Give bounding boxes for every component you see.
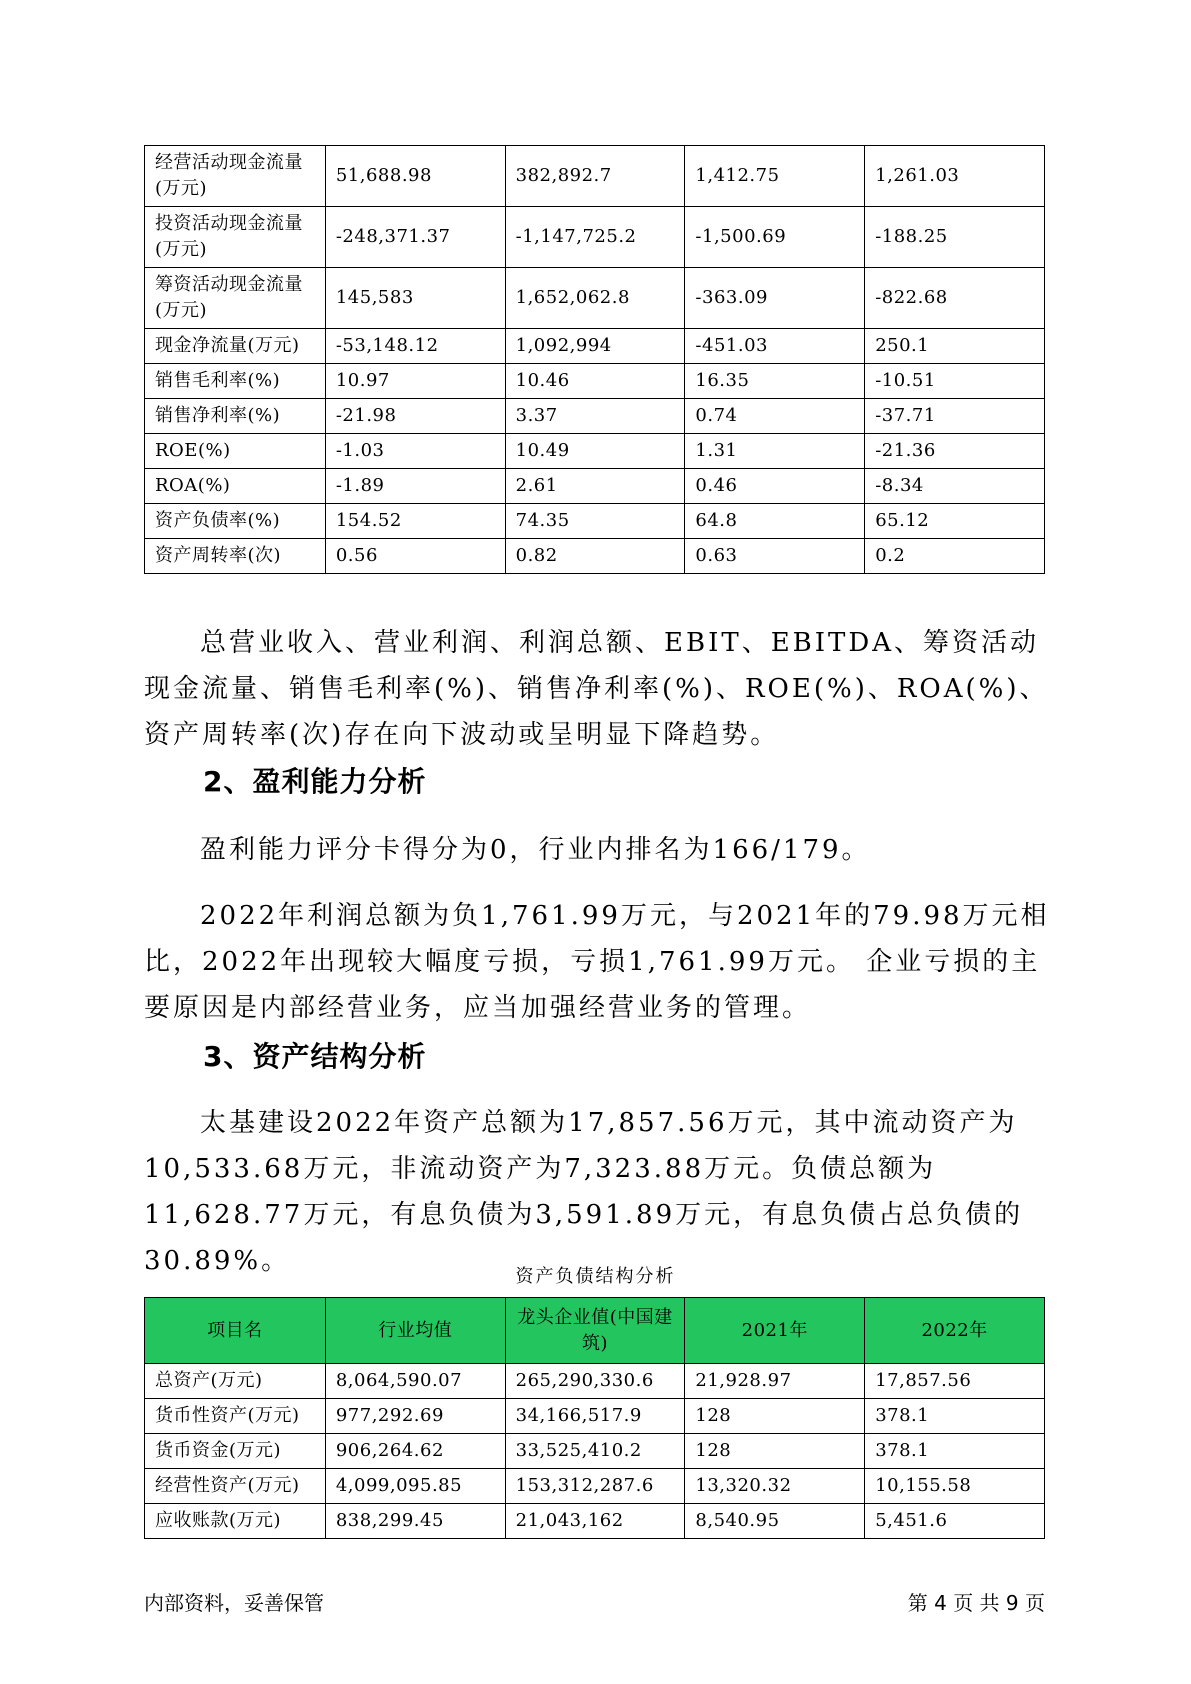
- table-cell: 0.74: [685, 399, 865, 434]
- column-header: 2022年: [865, 1298, 1045, 1364]
- table-cell: 0.63: [685, 539, 865, 574]
- table-cell: 838,299.45: [325, 1504, 505, 1539]
- row-label: 现金净流量(万元): [145, 329, 326, 364]
- footer-page-number: 第 4 页 共 9 页: [907, 1591, 1045, 1615]
- row-label: 投资活动现金流量(万元): [145, 207, 326, 268]
- table-cell: 10.97: [325, 364, 505, 399]
- section-heading-asset-structure: 3、资产结构分析: [203, 1040, 427, 1073]
- table-cell: 1.31: [685, 434, 865, 469]
- table-cell: -822.68: [865, 268, 1045, 329]
- table-cell: -37.71: [865, 399, 1045, 434]
- table-cell: 0.2: [865, 539, 1045, 574]
- table-cell: 0.82: [505, 539, 685, 574]
- table-row: [145, 1399, 1045, 1434]
- table-cell: 10.46: [505, 364, 685, 399]
- row-label: 货币资金(万元): [145, 1434, 326, 1469]
- balance-structure-table: [144, 1297, 1045, 1539]
- table-row: [145, 469, 1045, 504]
- row-label: ROE(%): [145, 434, 326, 469]
- table-cell: 74.35: [505, 504, 685, 539]
- table-cell: -1,500.69: [685, 207, 865, 268]
- table-cell: 382,892.7: [505, 146, 685, 207]
- table-cell: 65.12: [865, 504, 1045, 539]
- column-header: 项目名: [145, 1298, 326, 1364]
- table-cell: 21,043,162: [505, 1504, 685, 1539]
- assets-paragraph: 太基建设2022年资产总额为17,857.56万元，其中流动资产为10,533.68万元，非流动资产为7,323.88万元。负债总额为11,628.77万元，有息负债为3,591.89万元，有息负债占总负债的30.89%。: [144, 1108, 1024, 1276]
- row-label: 经营性资产(万元): [145, 1469, 326, 1504]
- table-cell: 10,155.58: [865, 1469, 1045, 1504]
- table-cell: 906,264.62: [325, 1434, 505, 1469]
- table-row: [145, 1364, 1045, 1399]
- table-cell: -10.51: [865, 364, 1045, 399]
- table-cell: 1,652,062.8: [505, 268, 685, 329]
- table-cell: -1.89: [325, 469, 505, 504]
- column-header: 龙头企业值(中国建筑): [505, 1298, 685, 1364]
- table-cell: -1,147,725.2: [505, 207, 685, 268]
- table-cell: 154.52: [325, 504, 505, 539]
- table-row: [145, 364, 1045, 399]
- table-cell: 265,290,330.6: [505, 1364, 685, 1399]
- table-cell: -8.34: [865, 469, 1045, 504]
- table-cell: 3.37: [505, 399, 685, 434]
- table-cell: 250.1: [865, 329, 1045, 364]
- table-cell: 378.1: [865, 1399, 1045, 1434]
- table-cell: 153,312,287.6: [505, 1469, 685, 1504]
- table-cell: 51,688.98: [325, 146, 505, 207]
- row-label: 应收账款(万元): [145, 1504, 326, 1539]
- table-row: [145, 434, 1045, 469]
- table-row: [145, 504, 1045, 539]
- row-label: 销售净利率(%): [145, 399, 326, 434]
- table-cell: 0.56: [325, 539, 505, 574]
- table-row: [145, 207, 1045, 268]
- row-label: 货币性资产(万元): [145, 1399, 326, 1434]
- table-cell: -188.25: [865, 207, 1045, 268]
- row-label: 经营活动现金流量(万元): [145, 146, 326, 207]
- table-row: [145, 539, 1045, 574]
- table-cell: 128: [685, 1434, 865, 1469]
- table-cell: 10.49: [505, 434, 685, 469]
- score-paragraph: 盈利能力评分卡得分为0，行业内排名为166/179。: [200, 835, 871, 865]
- table-cell: -21.98: [325, 399, 505, 434]
- table-row: [145, 1434, 1045, 1469]
- section-heading-profitability: 2、盈利能力分析: [203, 765, 427, 798]
- table-cell: 1,261.03: [865, 146, 1045, 207]
- table-row: [145, 329, 1045, 364]
- table-row: [145, 399, 1045, 434]
- table-cell: 5,451.6: [865, 1504, 1045, 1539]
- column-header: 2021年: [685, 1298, 865, 1364]
- table-cell: 21,928.97: [685, 1364, 865, 1399]
- profit-paragraph: 2022年利润总额为负1,761.99万元，与2021年的79.98万元相比，2022年出现较大幅度亏损，亏损1,761.99万元。 企业亏损的主要原因是内部经营业务，应当加强经营业务的管理。: [144, 901, 1050, 1023]
- table-row: [145, 146, 1045, 207]
- table-cell: 145,583: [325, 268, 505, 329]
- table-cell: 13,320.32: [685, 1469, 865, 1504]
- table-row: [145, 1504, 1045, 1539]
- table-cell: 8,540.95: [685, 1504, 865, 1539]
- table-cell: 977,292.69: [325, 1399, 505, 1434]
- table-cell: -1.03: [325, 434, 505, 469]
- table-cell: -363.09: [685, 268, 865, 329]
- table-caption: 资产负债结构分析: [515, 1266, 676, 1287]
- row-label: 总资产(万元): [145, 1364, 326, 1399]
- table-header-row: [145, 1298, 1045, 1364]
- table-cell: 2.61: [505, 469, 685, 504]
- table-row: [145, 1469, 1045, 1504]
- table-cell: 4,099,095.85: [325, 1469, 505, 1504]
- table-cell: -248,371.37: [325, 207, 505, 268]
- table-cell: 128: [685, 1399, 865, 1434]
- table-cell: 0.46: [685, 469, 865, 504]
- footer-confidential-note: 内部资料，妥善保管: [144, 1591, 324, 1615]
- table-cell: -451.03: [685, 329, 865, 364]
- table-cell: 1,092,994: [505, 329, 685, 364]
- table-cell: 16.35: [685, 364, 865, 399]
- table-cell: 8,064,590.07: [325, 1364, 505, 1399]
- column-header: 行业均值: [325, 1298, 505, 1364]
- table-cell: 17,857.56: [865, 1364, 1045, 1399]
- trend-paragraph: 总营业收入、营业利润、利润总额、EBIT、EBITDA、筹资活动现金流量、销售毛利率(%)、销售净利率(%)、ROE(%)、ROA(%)、资产周转率(次)存在向下波动或呈明显下降趋势。: [144, 628, 1049, 750]
- row-label: 资产周转率(次): [145, 539, 326, 574]
- table-cell: 33,525,410.2: [505, 1434, 685, 1469]
- table-cell: 34,166,517.9: [505, 1399, 685, 1434]
- row-label: 筹资活动现金流量(万元): [145, 268, 326, 329]
- table-cell: 378.1: [865, 1434, 1045, 1469]
- row-label: 资产负债率(%): [145, 504, 326, 539]
- table-cell: -53,148.12: [325, 329, 505, 364]
- row-label: 销售毛利率(%): [145, 364, 326, 399]
- table-cell: -21.36: [865, 434, 1045, 469]
- row-label: ROA(%): [145, 469, 326, 504]
- table-cell: 1,412.75: [685, 146, 865, 207]
- table-row: [145, 268, 1045, 329]
- table-cell: 64.8: [685, 504, 865, 539]
- financial-indicators-table: [144, 145, 1045, 574]
